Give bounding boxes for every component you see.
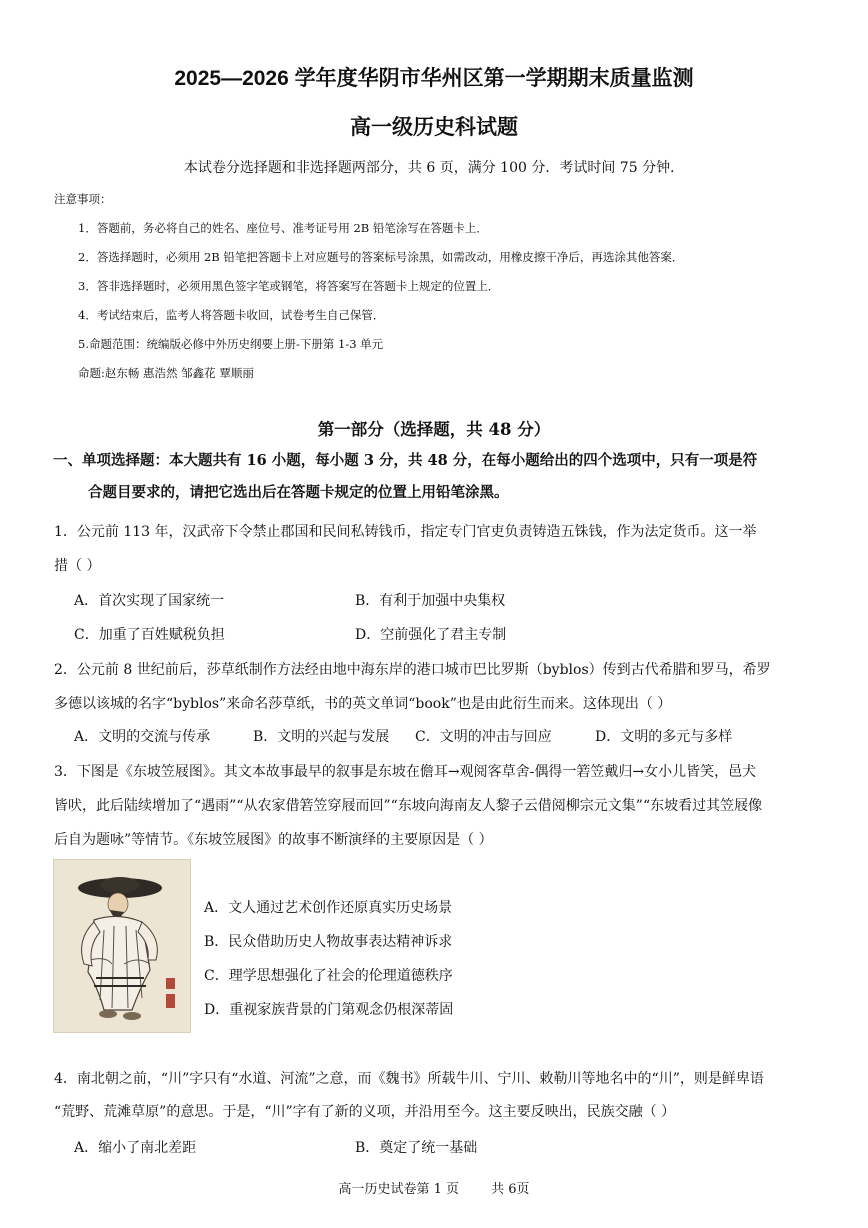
question-4-stem: 4．南北朝之前，“川”字只有“水道、河流”之意，而《魏书》所载牛川、宁川、敕勒川等地名中的“川”，则是鲜卑语 [54, 1071, 764, 1087]
question-1-stem-cont: 措（ ） [54, 558, 101, 574]
note-item: 4．考试结束后，监考人将答题卡收回，试卷考生自己保管． [78, 308, 385, 322]
question-2-option-d: D．文明的多元与多样 [595, 729, 733, 745]
question-3-stem: 3．下图是《东坡笠屐图》。其文本故事最早的叙事是东坡在儋耳→观阅客草舍-偶得一箬笠戴归→女小儿皆笑，邑犬 [54, 764, 757, 780]
footer-total-pages: 共 6页 [491, 1182, 530, 1197]
notes-heading: 注意事项： [54, 192, 112, 206]
dongpo-figure-illustration [54, 860, 190, 1032]
question-2-stem: 2．公元前 8 世纪前后，莎草纸制作方法经由地中海东岸的港口城市巴比罗斯（byblos）传到古代希腊和罗马，希罗 [54, 662, 771, 678]
question-1-option-c: C．加重了百姓赋税负担 [74, 627, 225, 643]
note-item: 命题:赵东畅 惠浩然 邹鑫花 覃顺丽 [78, 366, 254, 380]
question-1-stem: 1．公元前 113 年，汉武帝下令禁止郡国和民间私铸钱币，指定专门官吏负责铸造五铢钱，作为法定货币。这一举 [54, 524, 757, 540]
note-item: 1．答题前，务必将自己的姓名、座位号、准考证号用 2B 铅笔涂写在答题卡上． [78, 221, 488, 235]
part1-heading: 第一部分（选择题，共 48 分） [317, 420, 551, 439]
note-item: 5.命题范围：统编版必修中外历史纲要上册-下册第 1-3 单元 [78, 337, 384, 351]
note-item: 2．答选择题时，必须用 2B 铅笔把答题卡上对应题号的答案标号涂黑，如需改动，用橡皮擦干净后，再选涂其他答案． [78, 250, 684, 264]
question-3-stem-cont: 皆吠，此后陆续增加了“遇雨”“从农家借箬笠穿屐而回”“东坡向海南友人黎子云借阅柳宗元文集”“东坡看过其笠屐像 [54, 798, 763, 814]
section-instructions-cont: 合题目要求的，请把它选出后在答题卡规定的位置上用铅笔涂黑。 [88, 484, 509, 501]
question-3-option-b: B．民众借助历史人物故事表达精神诉求 [204, 934, 453, 950]
question-4-stem-cont: “荒野、荒滩草原”的意思。于是，“川”字有了新的义项，并沿用至今。这主要反映出，民族交融（ ） [54, 1104, 676, 1120]
question-4-option-a: A．缩小了南北差距 [74, 1140, 197, 1156]
footer-page-label: 高一历史试卷第 1 页 [338, 1182, 459, 1197]
question-1-option-a: A．首次实现了国家统一 [74, 593, 225, 609]
exam-subtitle: 高一级历史科试题 [350, 114, 518, 139]
question-3-option-a: A．文人通过艺术创作还原真实历史场景 [204, 900, 453, 916]
exam-intro: 本试卷分选择题和非选择题两部分，共 6 页，满分 100 分．考试时间 75 分钟． [183, 160, 685, 176]
question-3-option-c: C．理学思想强化了社会的伦理道德秩序 [204, 968, 453, 984]
page-footer [0, 1178, 868, 1197]
question-2-option-b: B．文明的兴起与发展 [253, 729, 390, 745]
question-2-stem-cont: 多德以该城的名字“byblos”来命名莎草纸，书的英文单词“book”也是由此衍生而来。这体现出（ ） [54, 696, 672, 712]
question-3-stem-cont: 后自为题咏”等情节。《东坡笠屐图》的故事不断演绎的主要原因是（ ） [54, 832, 493, 848]
question-4-option-b: B．奠定了统一基础 [355, 1140, 478, 1156]
question-3-option-d: D．重视家族背景的门第观念仍根深蒂固 [204, 1002, 454, 1018]
note-item: 3．答非选择题时，必须用黑色签字笔或钢笔，将答案写在答题卡上规定的位置上． [78, 279, 500, 293]
question-1-option-d: D．空前强化了君主专制 [355, 627, 507, 643]
dongpo-painting-figure [53, 859, 191, 1033]
exam-title: 2025—2026 学年度华阴市华州区第一学期期末质量监测 [174, 67, 694, 90]
question-2-option-c: C．文明的冲击与回应 [415, 729, 552, 745]
section-instructions: 一、单项选择题：本大题共有 16 小题，每小题 3 分，共 48 分，在每小题给出的四个选项中，只有一项是符 [53, 452, 758, 469]
question-1-option-b: B．有利于加强中央集权 [355, 593, 506, 609]
question-2-option-a: A．文明的交流与传承 [74, 729, 211, 745]
